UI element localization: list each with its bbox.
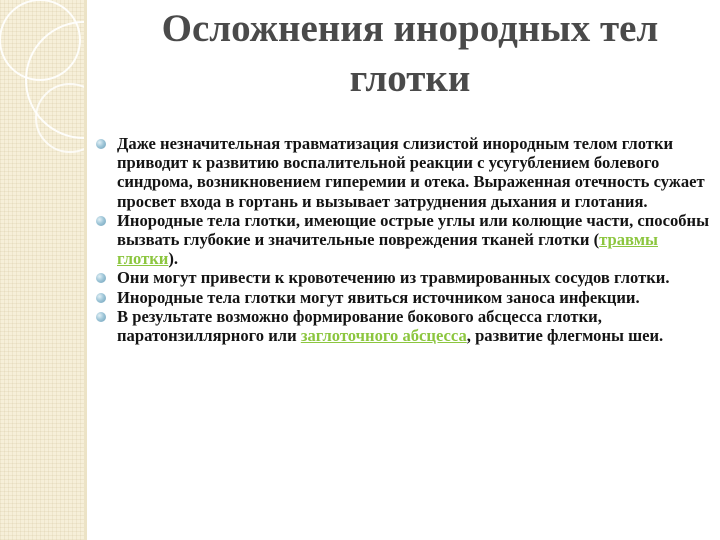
bullet-text: Даже незначительная травматизация слизистой инородным телом глотки приводит к развитию воспалительной реакции с усугублением болевого синдрома, возникновением гиперемии и отека. Выраженная отечность сужает просвет входа в гортань и вызывает затруднения дыхания и глотания. bbox=[117, 134, 705, 211]
bullet-item-4 bbox=[96, 288, 712, 307]
decorative-side-panel bbox=[0, 0, 84, 540]
link-throat-injuries[interactable]: травмы глотки bbox=[117, 230, 658, 269]
bullet-item-2 bbox=[96, 211, 712, 269]
bullet-text-end: , развитие флегмоны шеи. bbox=[466, 326, 664, 346]
side-panel-edge bbox=[84, 0, 87, 540]
bullet-text: Они могут привести к кровотечению из травмированных сосудов глотки. bbox=[117, 268, 670, 288]
bullet-text-end: ). bbox=[168, 249, 179, 269]
bullet-text: Инородные тела глотки могут явиться источником заноса инфекции. bbox=[117, 287, 640, 307]
slide-title: Осложнения инородных тел глотки bbox=[161, 7, 659, 100]
bullet-icon bbox=[96, 293, 106, 303]
bullet-icon bbox=[96, 216, 106, 226]
bullet-item-1 bbox=[96, 134, 712, 211]
bullet-text: Инородные тела глотки, имеющие острые углы или колющие части, способны вызвать глубокие и значительные повреждения тканей глотки ( bbox=[117, 210, 710, 250]
bullet-item-5 bbox=[96, 307, 712, 345]
decorative-circles-graphic bbox=[0, 0, 84, 540]
bullet-item-3 bbox=[96, 268, 712, 287]
bullet-icon bbox=[96, 273, 106, 283]
bullet-icon bbox=[96, 139, 106, 149]
link-retropharyngeal-abscess[interactable]: заглоточного абсцесса bbox=[300, 326, 467, 346]
bullet-text: В результате возможно формирование бокового абсцесса глотки, паратонзиллярного или bbox=[117, 306, 602, 346]
bullet-list bbox=[96, 134, 712, 345]
bullet-icon bbox=[96, 312, 106, 322]
